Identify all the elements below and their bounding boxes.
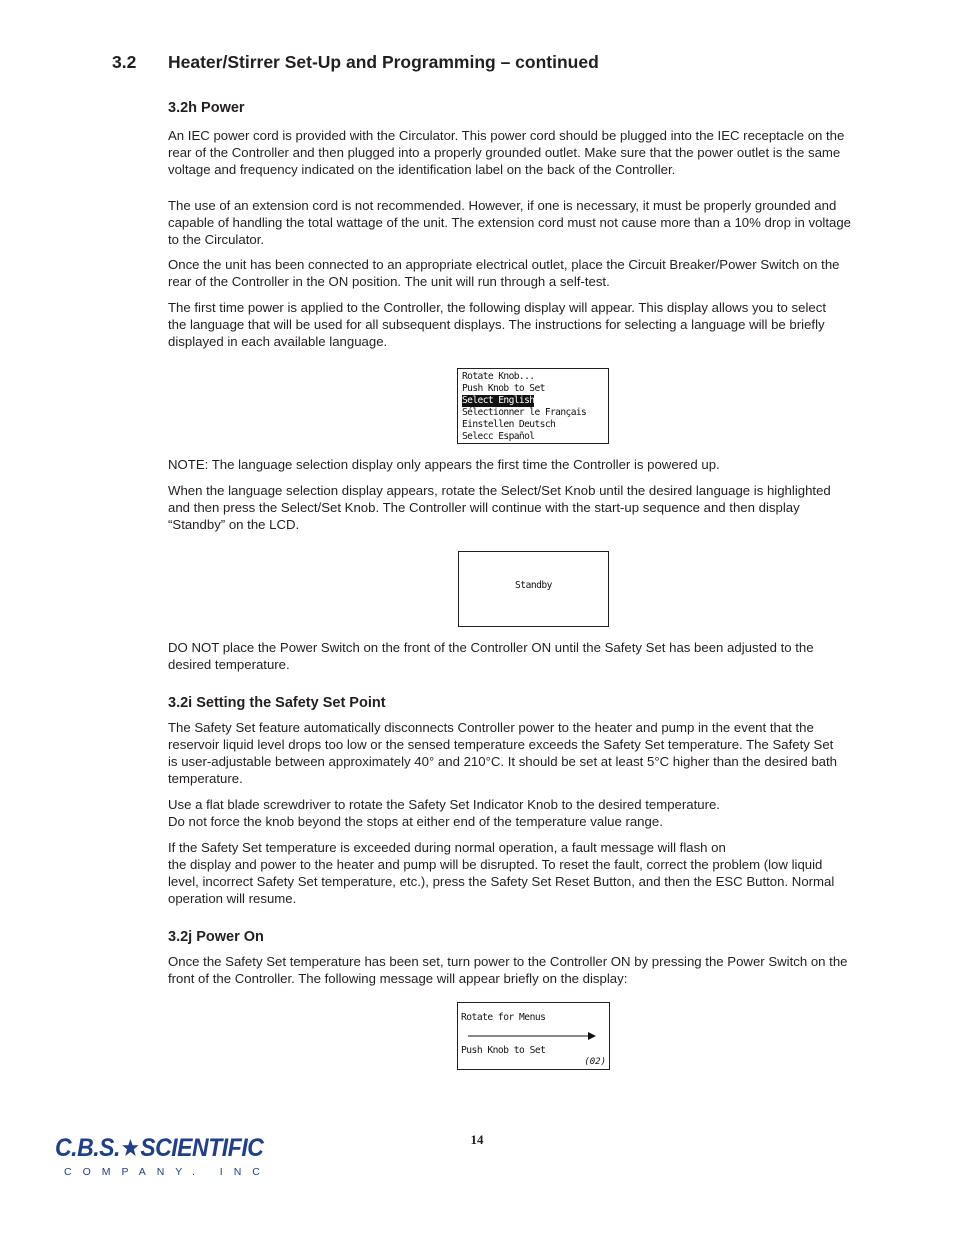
lcd-row: Rotate for Menus (461, 1012, 546, 1023)
lcd-standby-text: Standby (515, 580, 552, 591)
text-line: the language that will be used for all subsequent displays. The instructions for selecting a language will be briefly (168, 317, 825, 332)
text-line: The first time power is applied to the Controller, the following display will appear. This display allows you to select (168, 300, 826, 315)
text-line: operation will resume. (168, 891, 297, 906)
paragraph-note (168, 456, 898, 473)
text-line: The use of an extension cord is not recommended. However, if one is necessary, it must be properly grounded and (168, 198, 837, 213)
text-line: capable of handling the total wattage of the unit. The extension cord must not cause more than a 10% drop in voltage (168, 215, 852, 230)
lcd-row-highlighted: Select English (462, 395, 535, 406)
text-line: Once the unit has been connected to an appropriate electrical outlet, place the Circuit Breaker/Power Switch on the (168, 257, 840, 272)
logo-main-text: C.B.S. SCIENTIFIC (55, 1134, 264, 1162)
lcd-row: Push Knob to Set (462, 383, 545, 394)
paragraph-first-power (168, 299, 898, 350)
text-line: temperature. (168, 771, 243, 786)
text-line: is user-adjustable between approximately 40° and 210°C. It should be set at least 5°C higher than the desired bath (168, 754, 838, 769)
right-arrow-icon (468, 1030, 596, 1042)
paragraph-screwdriver (168, 796, 898, 830)
paragraph-safety-feature (168, 719, 898, 787)
text-line: If the Safety Set temperature is exceeded during normal operation, a fault message will flash on (168, 840, 726, 855)
lcd-row: Einstellen Deutsch (462, 419, 556, 430)
text-line: the display and power to the heater and pump will be disrupted. To reset the fault, correct the problem (low liquid (168, 857, 823, 872)
lcd-row: Selecc Español (462, 431, 535, 442)
text-line: Do not force the knob beyond the stops at either end of the temperature value range. (168, 814, 663, 829)
text-line: and then press the Select/Set Knob. The Controller will continue with the start-up sequence and then display (168, 500, 800, 515)
text-line: voltage and frequency indicated on the identification label on the back of the Controller. (168, 162, 676, 177)
text-line: Once the Safety Set temperature has been set, turn power to the Controller ON by pressing the Power Switch on the (168, 954, 848, 969)
paragraph-power-cord (168, 127, 898, 178)
text-line: displayed in each available language. (168, 334, 388, 349)
text-line: desired temperature. (168, 657, 290, 672)
text-line: “Standby” on the LCD. (168, 517, 300, 532)
paragraph-power-on (168, 953, 898, 987)
text-line: An IEC power cord is provided with the Circulator. This power cord should be plugged into the IEC receptacle on the (168, 128, 845, 143)
paragraph-fault (168, 839, 898, 907)
text-line: level, incorrect Safety Set temperature, etc.), press the Safety Set Reset Button, and then the ESC Button. Normal (168, 874, 835, 889)
text-line: Use a flat blade screwdriver to rotate the Safety Set Indicator Knob to the desired temperature. (168, 797, 720, 812)
lcd-row: Push Knob to Set (461, 1045, 546, 1056)
logo-sub-text: COMPANY. INC (64, 1166, 271, 1178)
text-line: DO NOT place the Power Switch on the front of the Controller ON until the Safety Set has been adjusted to the (168, 640, 814, 655)
lcd-standby-display (458, 551, 609, 627)
heading-safety-set: 3.2i Setting the Safety Set Point (168, 695, 386, 711)
paragraph-language-selection (168, 482, 898, 533)
section-title-text: Heater/Stirrer Set-Up and Programming – continued (168, 52, 599, 72)
lcd-code: (02) (584, 1057, 606, 1067)
paragraph-circuit-breaker (168, 256, 898, 290)
note-text: NOTE: The language selection display only appears the first time the Controller is powered up. (168, 457, 720, 472)
text-line: rear of the Controller and then plugged into a properly grounded outlet. Make sure that the power outlet is the same (168, 145, 841, 160)
text-line: The Safety Set feature automatically disconnects Controller power to the heater and pump in the event that the (168, 720, 814, 735)
text-line: front of the Controller. The following message will appear briefly on the display: (168, 971, 628, 986)
section-title (112, 52, 599, 73)
company-logo (55, 1134, 271, 1184)
text-line: When the language selection display appears, rotate the Select/Set Knob until the desired language is highlighted (168, 483, 831, 498)
text-line: rear of the Controller in the ON position. The unit will run through a self-test. (168, 274, 610, 289)
lcd-language-display (457, 368, 609, 444)
paragraph-extension-cord (168, 197, 898, 248)
section-number: 3.2 (112, 52, 137, 72)
heading-power-on: 3.2j Power On (168, 929, 264, 945)
paragraph-do-not (168, 639, 898, 673)
lcd-menu-display (457, 1002, 610, 1070)
heading-power: 3.2h Power (168, 100, 245, 116)
star-icon (121, 1138, 139, 1158)
page-number: 14 (470, 1132, 484, 1147)
text-line: reservoir liquid level drops too low or the sensed temperature exceeds the Safety Set temperature. The Safety Set (168, 737, 834, 752)
lcd-row: Sélectionner le Français (462, 407, 587, 418)
lcd-row: Rotate Knob... (462, 371, 535, 382)
text-line: to the Circulator. (168, 232, 265, 247)
